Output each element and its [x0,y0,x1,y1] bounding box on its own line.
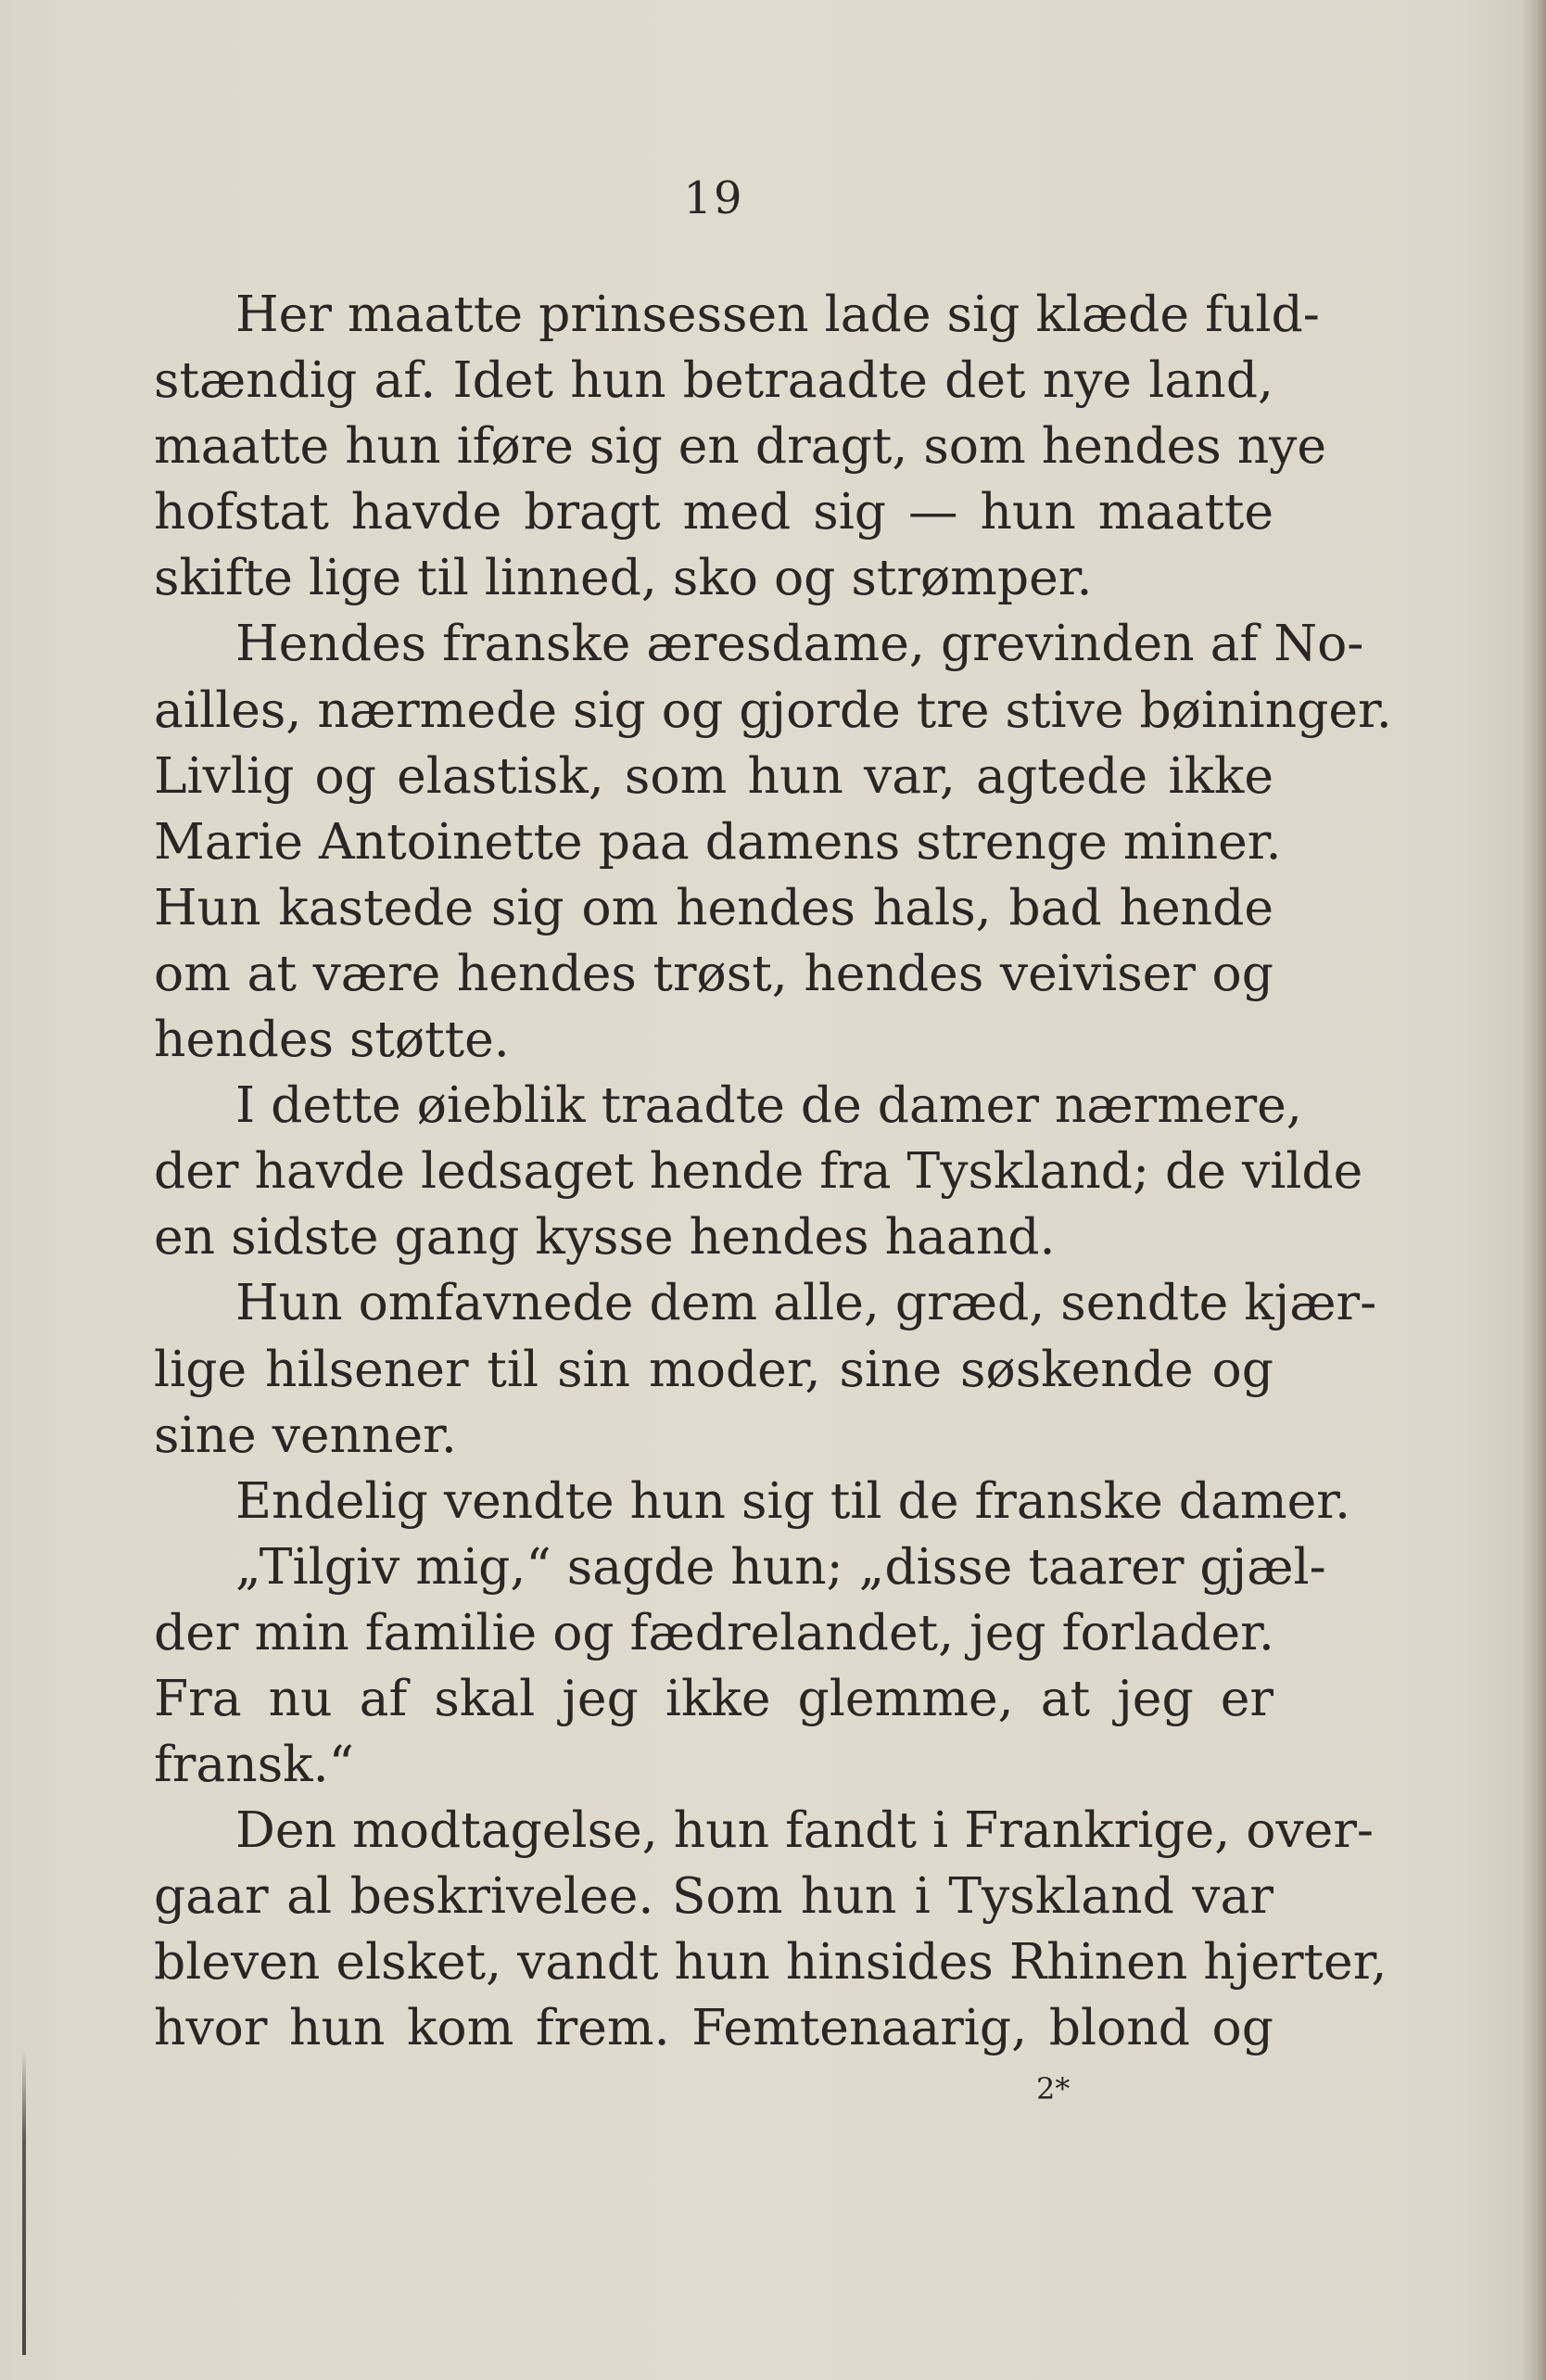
text-line: Hendes franske æresdame, grevinden af No- [235,614,1364,673]
text-line: der havde ledsaget hende fra Tyskland; de vilde [154,1141,1363,1201]
text-line: stændig af. Idet hun betraadte det nye land, [154,350,1274,410]
text-line: fransk.“ [154,1735,354,1794]
text-line: I dette øieblik traadte de damer nærmere, [235,1075,1302,1135]
text-line: Den modtagelse, hun fandt i Frankrige, over- [235,1801,1374,1860]
text-line: Endelig vendte hun sig til de franske damer. [235,1470,1350,1530]
text-line: Marie Antoinette paa damens strenge miner. [154,811,1282,871]
body-text [154,281,1392,2061]
text-line: maatte hun iføre sig en dragt, som hendes nye [154,416,1327,476]
text-line: Hun omfavnede dem alle, græd, sendte kjær- [235,1273,1377,1332]
text-line: skifte lige til linned, sko og strømper. [154,548,1093,607]
binding-mark [22,2049,26,2355]
text-line: hendes støtte. [154,1010,510,1069]
text-line: Livlig og elastisk, som hun var, agtede ikke [154,745,1274,805]
text-line: Her maatte prinsessen lade sig klæde fuld- [235,285,1320,343]
text-line: om at være hendes trøst, hendes veiviser og [154,943,1274,1002]
text-line: hofstat havde bragt med sig — hun maatte [154,482,1274,541]
text-line: der min familie og fædrelandet, jeg forlader. [154,1602,1274,1661]
text-line: lige hilsener til sin moder, sine søskende og [154,1339,1274,1398]
page-number: 19 [683,172,744,224]
text-line: sine venner. [154,1405,457,1464]
page-edge-shadow [1522,0,1546,2380]
text-line: Fra nu af skal jeg ikke glemme, at jeg er [154,1668,1274,1727]
text-line: bleven elsket, vandt hun hinsides Rhinen hjerter, [154,1932,1388,1992]
text-line: hvor hun kom frem. Femtenaarig, blond og [154,1998,1274,2057]
text-line: gaar al beskrivelee. Som hun i Tyskland var [154,1866,1274,1926]
text-line: Hun kastede sig om hendes hals, bad hende [154,877,1274,936]
text-line: „Tilgiv mig,“ sagde hun; „disse taarer gjæl- [235,1536,1326,1596]
text-line: ailles, nærmede sig og gjorde tre stive bøininger. [154,680,1392,739]
text-line: en sidste gang kysse hendes haand. [154,1207,1056,1266]
signature-mark: 2* [1036,2071,1071,2106]
